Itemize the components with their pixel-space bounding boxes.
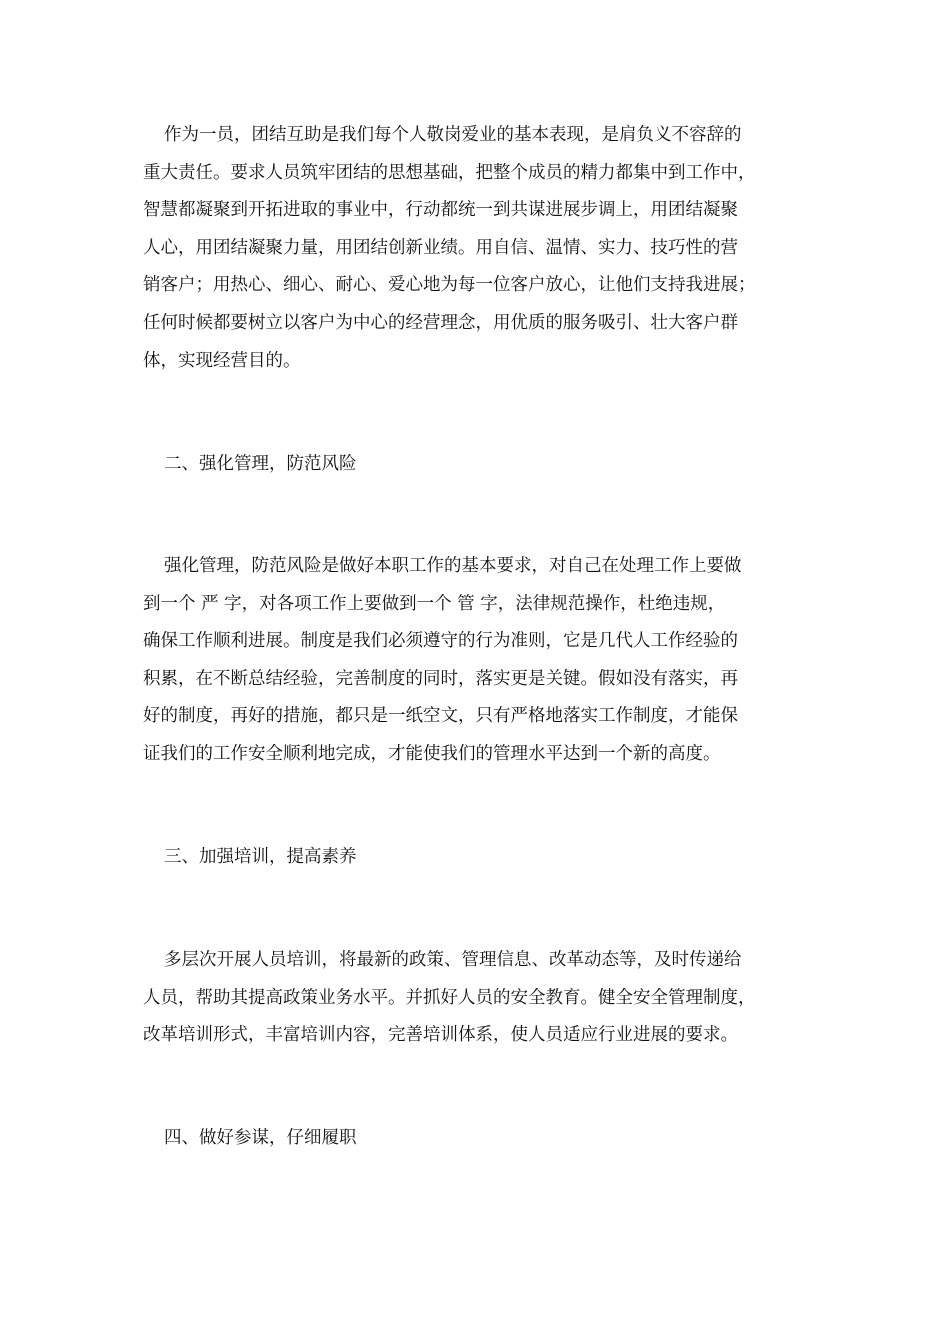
text-line: 人心，用团结凝聚力量，用团结创新业绩。用自信、温情、实力、技巧性的营 bbox=[143, 237, 738, 258]
text-line: 销客户；用热心、细心、耐心、爱心地为每一位客户放心，让他们支持我进展； bbox=[143, 275, 756, 296]
paragraph-risk-management bbox=[143, 548, 813, 774]
text-line: 积累，在不断总结经验，完善制度的同时，落实更是关键。假如没有落实，再 bbox=[143, 668, 738, 689]
text-line: 智慧都凝聚到开拓进取的事业中，行动都统一到共谋进展步调上，用团结凝聚 bbox=[143, 200, 738, 221]
section-heading-3 bbox=[143, 839, 813, 877]
paragraph-training bbox=[143, 942, 813, 1055]
text-line: 作为一员，团结互助是我们每个人敬岗爱业的基本表现，是肩负义不容辞的 bbox=[164, 125, 742, 145]
text-line: 人员，帮助其提高政策业务水平。并抓好人员的安全教育。健全安全管理制度， bbox=[143, 987, 756, 1008]
text-line: 体，实现经营目的。 bbox=[143, 350, 301, 371]
heading-text: 二、强化管理，防范风险 bbox=[164, 454, 357, 474]
text-line: 确保工作顺利进展。制度是我们必须遵守的行为准则，它是几代人工作经验的 bbox=[143, 631, 738, 652]
paragraph-teamwork bbox=[143, 117, 813, 380]
text-line: 任何时候都要树立以客户为中心的经营理念，用优质的服务吸引、壮大客户群 bbox=[143, 312, 738, 333]
text-line: 到一个 严 字，对各项工作上要做到一个 管 字，法律规范操作，杜绝违规， bbox=[143, 593, 726, 614]
text-line: 重大责任。要求人员筑牢团结的思想基础，把整个成员的精力都集中到工作中， bbox=[143, 162, 756, 183]
heading-text: 四、做好参谋，仔细履职 bbox=[164, 1128, 357, 1148]
heading-text: 三、加强培训，提高素养 bbox=[164, 847, 357, 867]
text-line: 证我们的工作安全顺利地完成，才能使我们的管理水平达到一个新的高度。 bbox=[143, 743, 721, 764]
text-line: 好的制度，再好的措施，都只是一纸空文，只有严格地落实工作制度，才能保 bbox=[143, 706, 738, 727]
text-line: 改革培训形式，丰富培训内容，完善培训体系，使人员适应行业进展的要求。 bbox=[143, 1025, 738, 1046]
text-line: 多层次开展人员培训，将最新的政策、管理信息、改革动态等，及时传递给 bbox=[164, 950, 742, 970]
text-line: 强化管理，防范风险是做好本职工作的基本要求，对自己在处理工作上要做 bbox=[164, 556, 742, 576]
section-heading-4 bbox=[143, 1120, 813, 1158]
section-heading-2 bbox=[143, 446, 813, 484]
